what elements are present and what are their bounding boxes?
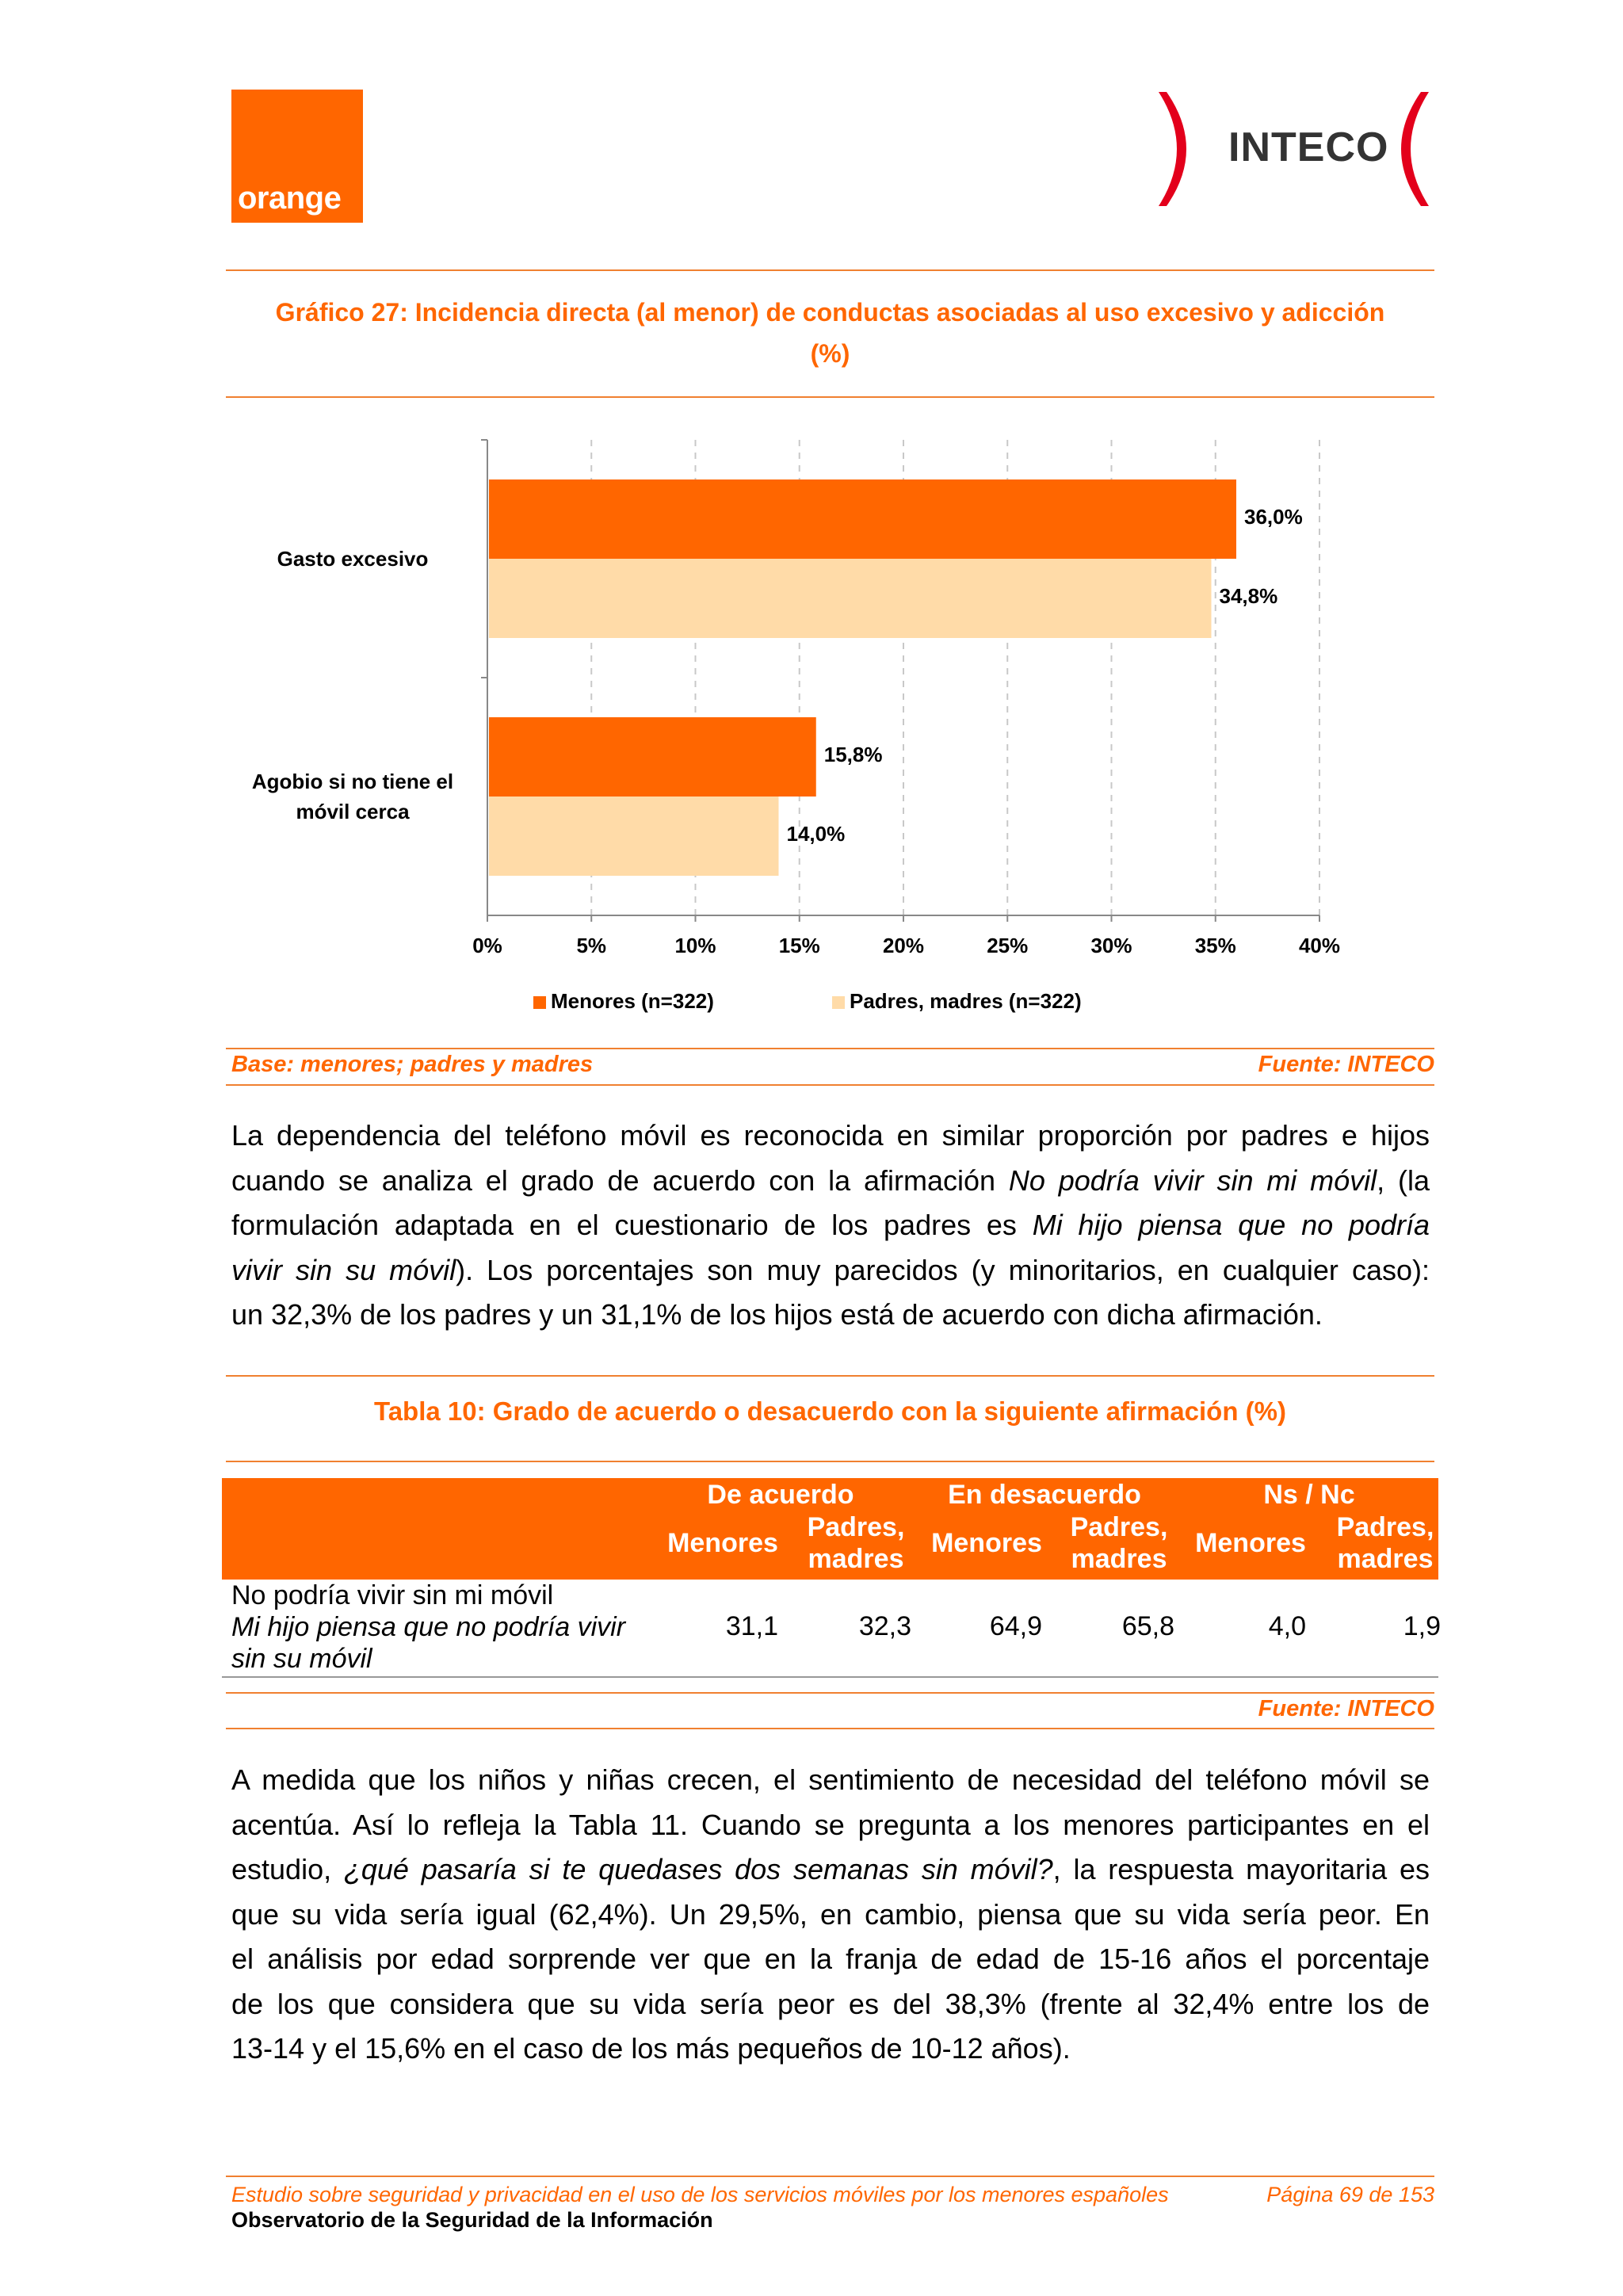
column-header-line: madres bbox=[1071, 1544, 1167, 1574]
category-label bbox=[226, 544, 479, 574]
x-tick-label: 5% bbox=[576, 934, 607, 957]
paragraph-line bbox=[231, 1982, 1430, 2027]
italic-text: Mi hijo piensa que no podría bbox=[1032, 1209, 1430, 1241]
rule bbox=[226, 269, 1434, 271]
category-label-line: móvil cerca bbox=[296, 800, 410, 823]
text: , la respuesta mayoritaria es bbox=[1052, 1853, 1430, 1885]
x-tick-label: 10% bbox=[674, 934, 716, 957]
paragraph-line bbox=[231, 1293, 1430, 1338]
rule bbox=[226, 1461, 1434, 1462]
text: formulación adaptada en el cuestionario de los padres es bbox=[231, 1209, 1033, 1241]
rule bbox=[226, 1048, 1434, 1049]
legend-label: Menores (n=322) bbox=[551, 989, 714, 1013]
inteco-logo-text: INTECO bbox=[1228, 124, 1389, 170]
footer-rule bbox=[226, 2176, 1434, 2177]
bar bbox=[489, 559, 1212, 638]
column-header-line: Padres, bbox=[1070, 1512, 1168, 1542]
column-header bbox=[792, 1511, 919, 1575]
x-tick-label: 0% bbox=[472, 934, 502, 957]
text: ). Los porcentajes son muy parecidos (y minoritarios, en cualquier caso): bbox=[456, 1253, 1430, 1286]
category-label-line: Gasto excesivo bbox=[277, 547, 429, 571]
italic-text: vivir sin su móvil bbox=[231, 1253, 456, 1286]
x-tick-label: 35% bbox=[1194, 934, 1236, 957]
data-label: 15,8% bbox=[823, 743, 883, 766]
legend-swatch bbox=[533, 996, 546, 1009]
paragraph-line bbox=[231, 1248, 1430, 1293]
figure-title bbox=[226, 292, 1434, 374]
rule bbox=[226, 1084, 1434, 1086]
category-label bbox=[226, 766, 479, 827]
column-header-line: madres bbox=[1337, 1544, 1434, 1574]
bar bbox=[489, 479, 1236, 559]
legend-item bbox=[832, 989, 1082, 1014]
footer-page: Página 69 de 153 bbox=[1266, 2183, 1434, 2206]
text: La dependencia del teléfono móvil es reconocida en similar proporción por padres e hijos bbox=[231, 1119, 1430, 1152]
text: A medida que los niños y niñas crecen, el sentimiento de necesidad del teléfono móvil se bbox=[231, 1763, 1430, 1796]
text: cuando se analiza el grado de acuerdo con la afirmación bbox=[231, 1163, 1009, 1197]
category-label-line: Agobio si no tiene el bbox=[251, 770, 454, 793]
paragraph-line bbox=[231, 1203, 1430, 1248]
rule bbox=[226, 1375, 1434, 1377]
paragraph-line bbox=[231, 1803, 1430, 1848]
paragraph bbox=[231, 1114, 1430, 1338]
inteco-logo bbox=[1149, 86, 1438, 212]
column-header-line: Padres, bbox=[807, 1512, 905, 1542]
row-label-line: sin su móvil bbox=[231, 1644, 372, 1674]
figure-source: Fuente: INTECO bbox=[1258, 1052, 1434, 1077]
figure-base: Base: menores; padres y madres bbox=[231, 1052, 594, 1077]
x-tick-label: 30% bbox=[1090, 934, 1132, 957]
legend-label: Padres, madres (n=322) bbox=[850, 989, 1082, 1013]
legend-swatch bbox=[832, 996, 845, 1009]
x-tick-label: 40% bbox=[1298, 934, 1341, 957]
table-cell: 4,0 bbox=[1268, 1611, 1306, 1641]
data-label: 34,8% bbox=[1219, 584, 1278, 608]
orange-logo bbox=[231, 90, 363, 223]
column-header: Menores bbox=[931, 1528, 1042, 1558]
paragraph-line bbox=[231, 1159, 1430, 1204]
data-label: 36,0% bbox=[1244, 505, 1303, 529]
legend-item bbox=[533, 989, 714, 1014]
text: acentúa. Así lo refleja la Tabla 11. Cuando se pregunta a los menores participantes en el bbox=[231, 1808, 1430, 1841]
column-header: Menores bbox=[1195, 1528, 1306, 1558]
italic-text: ¿qué pasaría si te quedases dos semanas sin móvil? bbox=[343, 1853, 1053, 1885]
x-tick-label: 20% bbox=[882, 934, 925, 957]
figure-title-line: (%) bbox=[810, 339, 850, 368]
orange-logo-text: orange bbox=[238, 181, 342, 216]
text: , (la bbox=[1377, 1163, 1430, 1197]
row-label-line: Mi hijo piensa que no podría vivir bbox=[231, 1612, 626, 1642]
table-cell: 65,8 bbox=[1121, 1611, 1174, 1641]
x-tick-label: 25% bbox=[987, 934, 1029, 957]
table-cell: 32,3 bbox=[858, 1611, 911, 1641]
paragraph-line bbox=[231, 1758, 1430, 1803]
bar bbox=[489, 717, 816, 797]
column-header-line: Padres, bbox=[1336, 1512, 1434, 1542]
group-header: En desacuerdo bbox=[948, 1480, 1141, 1510]
column-header-line: madres bbox=[808, 1544, 904, 1574]
text: que su vida sería igual (62,4%). Un 29,5%, en cambio, piensa que su vida sería peor. En bbox=[231, 1897, 1430, 1931]
table-title: Tabla 10: Grado de acuerdo o desacuerdo con la siguiente afirmación (%) bbox=[373, 1396, 1286, 1426]
data-label: 14,0% bbox=[786, 822, 846, 846]
rule bbox=[226, 1728, 1434, 1729]
row-label bbox=[231, 1580, 625, 1675]
chart-svg bbox=[226, 412, 1434, 1022]
text: estudio, bbox=[231, 1853, 344, 1885]
bar-chart bbox=[226, 412, 1434, 1022]
text: 13-14 y el 15,6% en el caso de los más pequeños de 10-12 años). bbox=[231, 2032, 1071, 2065]
rule bbox=[226, 1692, 1434, 1694]
paragraph-line bbox=[231, 1847, 1430, 1893]
table-cell: 64,9 bbox=[989, 1611, 1042, 1641]
footer-study: Estudio sobre seguridad y privacidad en el uso de los servicios móviles por los menores españoles bbox=[231, 2183, 1169, 2206]
table-bottom-border bbox=[222, 1676, 1438, 1678]
rule bbox=[226, 396, 1434, 398]
figure-title-line: Gráfico 27: Incidencia directa (al menor) de conductas asociadas al uso excesivo y adicción bbox=[275, 298, 1385, 327]
text: el análisis por edad sorprende ver que en la franja de edad de 15-16 años el porcentaje bbox=[231, 1943, 1430, 1975]
column-header bbox=[1056, 1511, 1182, 1575]
group-header: De acuerdo bbox=[707, 1480, 854, 1510]
row-label-line: No podría vivir sin mi móvil bbox=[231, 1580, 554, 1610]
column-header bbox=[1322, 1511, 1449, 1575]
paragraph-line bbox=[231, 1114, 1430, 1159]
group-header: Ns / Nc bbox=[1263, 1480, 1355, 1510]
paragraph-line bbox=[231, 1893, 1430, 1938]
footer-org: Observatorio de la Seguridad de la Información bbox=[231, 2208, 713, 2232]
paragraph bbox=[231, 1758, 1430, 2072]
table-source: Fuente: INTECO bbox=[1258, 1696, 1434, 1721]
x-tick-label: 15% bbox=[778, 934, 820, 957]
table-cell: 31,1 bbox=[725, 1611, 778, 1641]
paragraph-line bbox=[231, 1937, 1430, 1982]
paragraph-line bbox=[231, 2027, 1430, 2072]
italic-text: No podría vivir sin mi móvil bbox=[1008, 1163, 1377, 1197]
column-header: Menores bbox=[667, 1528, 778, 1558]
table-cell: 1,9 bbox=[1403, 1611, 1441, 1641]
bar bbox=[489, 797, 779, 876]
text: de los que considera que su vida sería peor es del 38,3% (frente al 32,4% entre los de bbox=[231, 1987, 1430, 2020]
text: un 32,3% de los padres y un 31,1% de los hijos está de acuerdo con dicha afirmación. bbox=[231, 1298, 1323, 1331]
